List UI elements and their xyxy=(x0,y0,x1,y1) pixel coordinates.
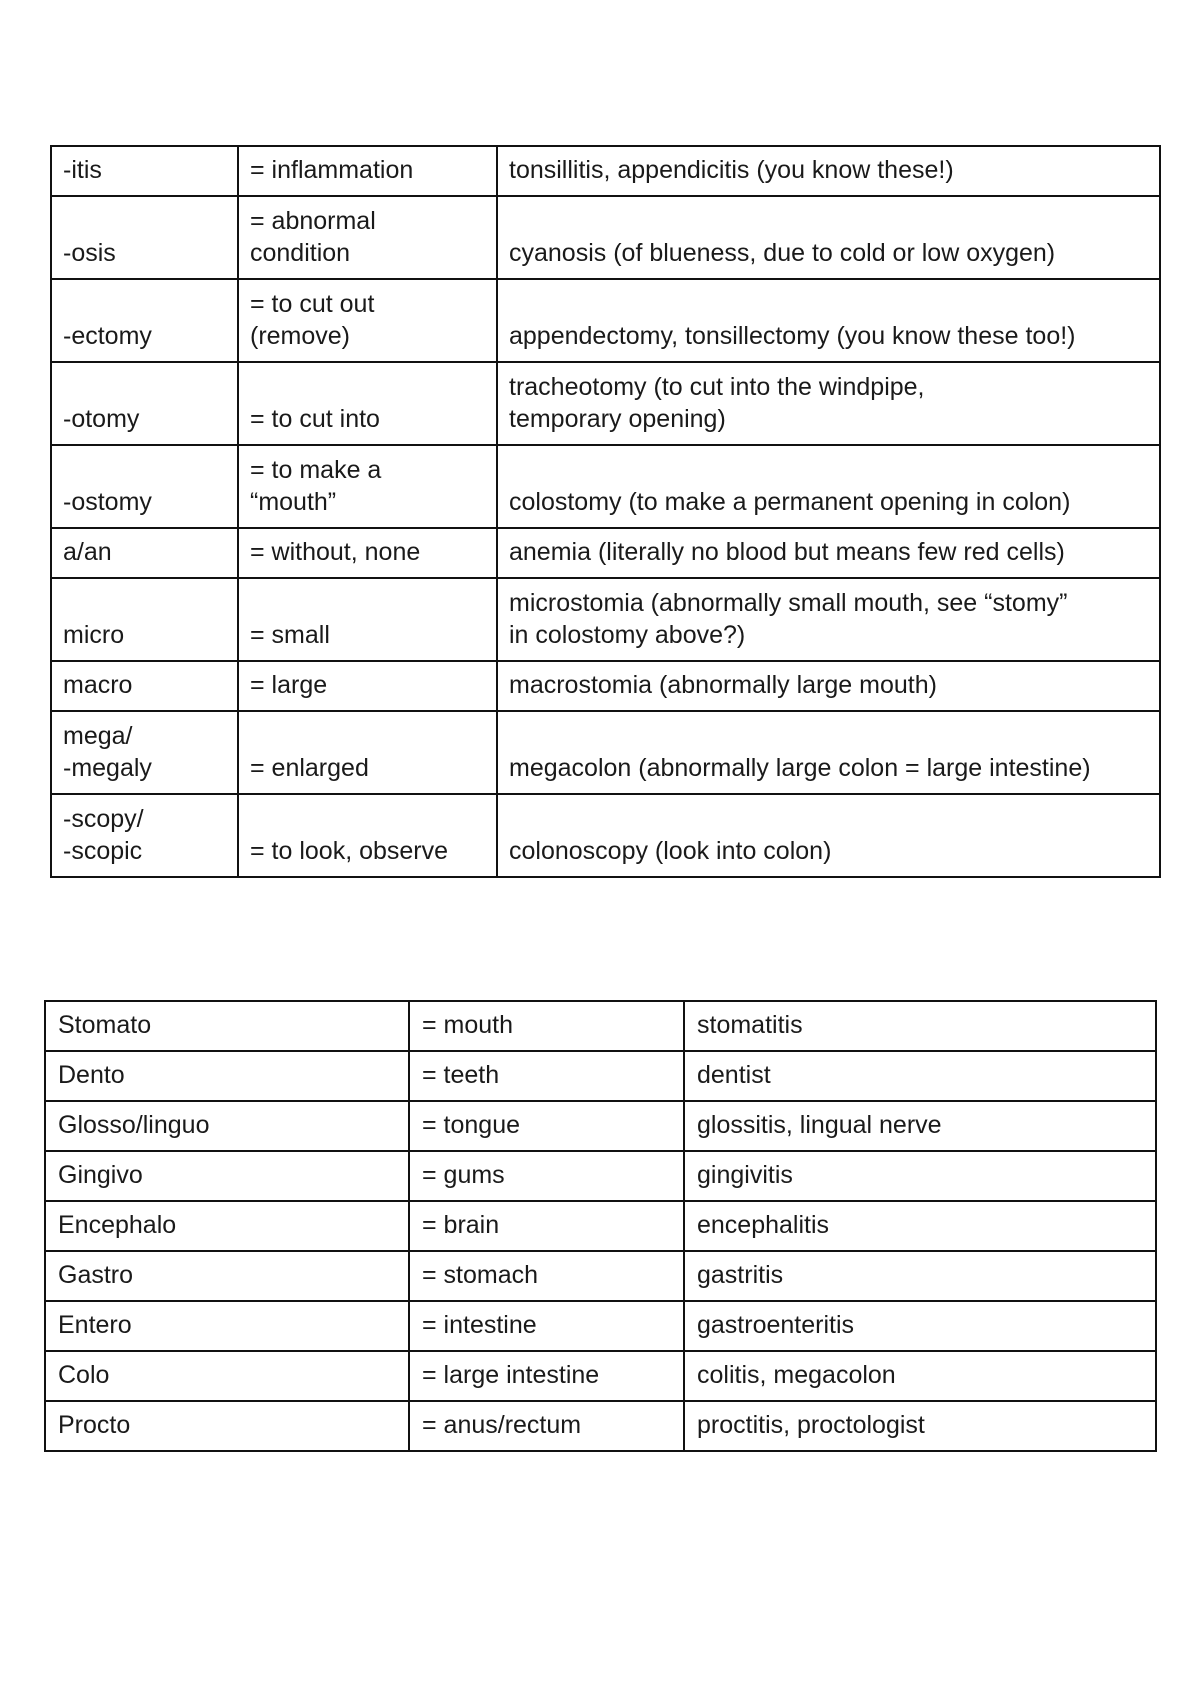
table-row xyxy=(51,711,1160,794)
term-cell: Colo xyxy=(45,1351,409,1401)
table-row xyxy=(51,445,1160,528)
table-row xyxy=(45,1351,1156,1401)
meaning-cell: = stomach xyxy=(409,1251,684,1301)
table-row xyxy=(45,1251,1156,1301)
example-cell: proctitis, proctologist xyxy=(684,1401,1156,1451)
meaning-cell: = to cut out (remove) xyxy=(238,279,497,362)
table-row xyxy=(45,1001,1156,1051)
example-cell: microstomia (abnormally small mouth, see “stomy” in colostomy above?) xyxy=(497,578,1160,661)
meaning-cell: = to make a “mouth” xyxy=(238,445,497,528)
term-cell: -osis xyxy=(51,196,238,279)
example-cell: tonsillitis, appendicitis (you know these!) xyxy=(497,146,1160,196)
term-cell: -itis xyxy=(51,146,238,196)
example-cell: gastroenteritis xyxy=(684,1301,1156,1351)
meaning-cell: = large intestine xyxy=(409,1351,684,1401)
term-cell: a/an xyxy=(51,528,238,578)
meaning-cell: = large xyxy=(238,661,497,711)
example-cell: colostomy (to make a permanent opening in colon) xyxy=(497,445,1160,528)
term-cell: -ectomy xyxy=(51,279,238,362)
suffix-prefix-table xyxy=(50,145,1161,878)
example-cell: appendectomy, tonsillectomy (you know these too!) xyxy=(497,279,1160,362)
table-row xyxy=(51,362,1160,445)
table-row xyxy=(51,146,1160,196)
table-row xyxy=(45,1101,1156,1151)
meaning-cell: = enlarged xyxy=(238,711,497,794)
table-row xyxy=(51,528,1160,578)
meaning-cell: = to cut into xyxy=(238,362,497,445)
table-row xyxy=(45,1051,1156,1101)
table-row xyxy=(51,279,1160,362)
example-cell: macrostomia (abnormally large mouth) xyxy=(497,661,1160,711)
meaning-cell: = intestine xyxy=(409,1301,684,1351)
example-cell: colitis, megacolon xyxy=(684,1351,1156,1401)
term-cell: Gingivo xyxy=(45,1151,409,1201)
term-cell: Dento xyxy=(45,1051,409,1101)
example-cell: dentist xyxy=(684,1051,1156,1101)
meaning-cell: = abnormal condition xyxy=(238,196,497,279)
table-row xyxy=(45,1401,1156,1451)
term-cell: -scopy/ -scopic xyxy=(51,794,238,877)
term-cell: -ostomy xyxy=(51,445,238,528)
term-cell: Glosso/linguo xyxy=(45,1101,409,1151)
table-row xyxy=(45,1151,1156,1201)
table-row xyxy=(51,578,1160,661)
table-row xyxy=(51,661,1160,711)
table-row xyxy=(51,794,1160,877)
example-cell: colonoscopy (look into colon) xyxy=(497,794,1160,877)
example-cell: anemia (literally no blood but means few red cells) xyxy=(497,528,1160,578)
table-row xyxy=(51,196,1160,279)
meaning-cell: = inflammation xyxy=(238,146,497,196)
meaning-cell: = brain xyxy=(409,1201,684,1251)
term-cell: Gastro xyxy=(45,1251,409,1301)
term-cell: -otomy xyxy=(51,362,238,445)
meaning-cell: = mouth xyxy=(409,1001,684,1051)
term-cell: micro xyxy=(51,578,238,661)
term-cell: Stomato xyxy=(45,1001,409,1051)
meaning-cell: = small xyxy=(238,578,497,661)
example-cell: tracheotomy (to cut into the windpipe, temporary opening) xyxy=(497,362,1160,445)
meaning-cell: = gums xyxy=(409,1151,684,1201)
example-cell: encephalitis xyxy=(684,1201,1156,1251)
term-cell: Encephalo xyxy=(45,1201,409,1251)
example-cell: glossitis, lingual nerve xyxy=(684,1101,1156,1151)
example-cell: gastritis xyxy=(684,1251,1156,1301)
term-cell: Procto xyxy=(45,1401,409,1451)
meaning-cell: = without, none xyxy=(238,528,497,578)
meaning-cell: = anus/rectum xyxy=(409,1401,684,1451)
example-cell: stomatitis xyxy=(684,1001,1156,1051)
term-cell: mega/ -megaly xyxy=(51,711,238,794)
table-row xyxy=(45,1301,1156,1351)
example-cell: gingivitis xyxy=(684,1151,1156,1201)
term-cell: Entero xyxy=(45,1301,409,1351)
word-root-table xyxy=(44,1000,1157,1452)
example-cell: megacolon (abnormally large colon = large intestine) xyxy=(497,711,1160,794)
meaning-cell: = tongue xyxy=(409,1101,684,1151)
meaning-cell: = to look, observe xyxy=(238,794,497,877)
term-cell: macro xyxy=(51,661,238,711)
meaning-cell: = teeth xyxy=(409,1051,684,1101)
table-row xyxy=(45,1201,1156,1251)
example-cell: cyanosis (of blueness, due to cold or low oxygen) xyxy=(497,196,1160,279)
